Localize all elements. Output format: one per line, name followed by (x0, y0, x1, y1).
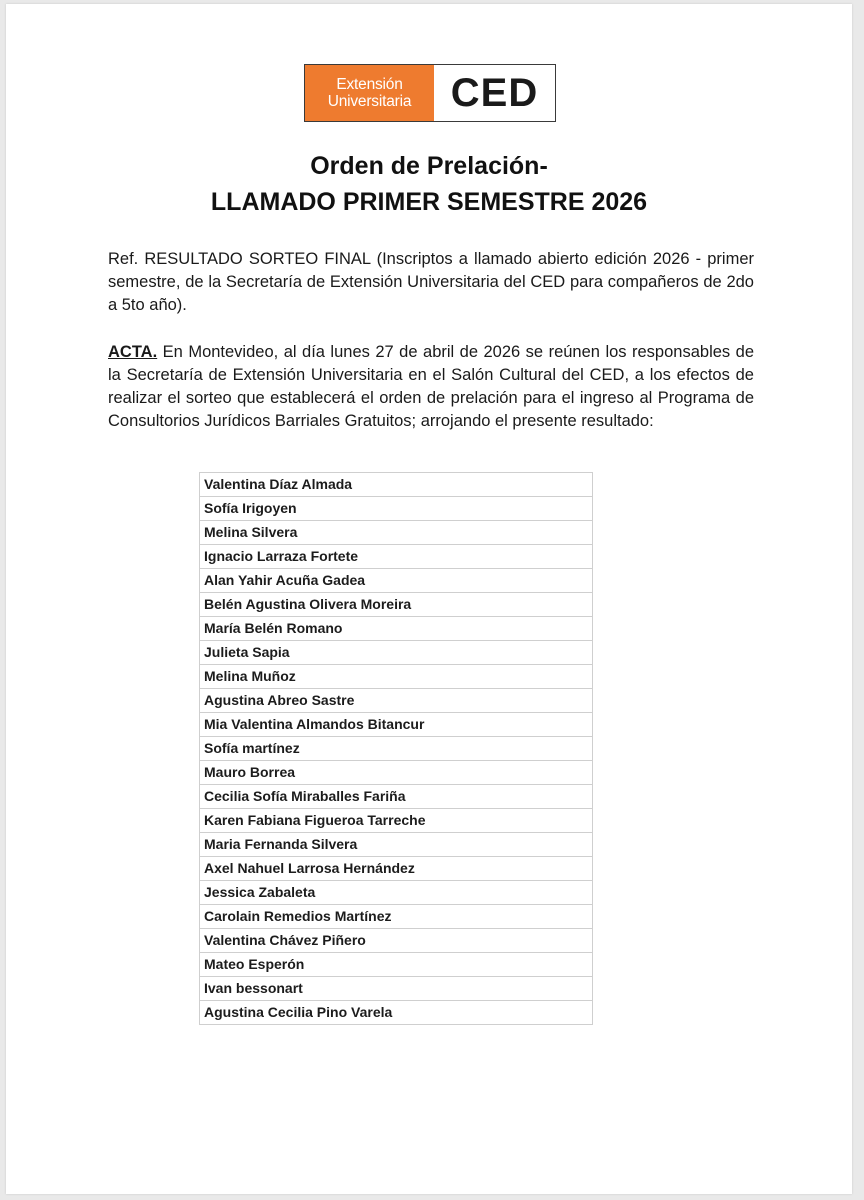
table-row (200, 545, 593, 569)
table-row (200, 761, 593, 785)
name-cell: Cecilia Sofía Miraballes Fariña (200, 785, 593, 809)
name-cell: Axel Nahuel Larrosa Hernández (200, 857, 593, 881)
document-title-line2: LLAMADO PRIMER SEMESTRE 2026 (210, 188, 648, 216)
table-row (200, 641, 593, 665)
table-row (200, 569, 593, 593)
document-page (6, 4, 852, 1194)
table-row (200, 809, 593, 833)
table-row (200, 977, 593, 1001)
name-cell: Ignacio Larraza Fortete (200, 545, 593, 569)
name-cell: Melina Silvera (200, 521, 593, 545)
table-row (200, 857, 593, 881)
name-cell: Alan Yahir Acuña Gadea (200, 569, 593, 593)
table-row (200, 929, 593, 953)
table-row (200, 593, 593, 617)
name-cell: Sofía Irigoyen (200, 497, 593, 521)
name-cell: Jessica Zabaleta (200, 881, 593, 905)
table-row (200, 833, 593, 857)
name-cell: Sofía martínez (200, 737, 593, 761)
acta-paragraph (108, 341, 754, 433)
table-row (200, 953, 593, 977)
name-cell: Mauro Borrea (200, 761, 593, 785)
ref-paragraph: Ref. RESULTADO SORTEO FINAL (Inscriptos a llamado abierto edición 2026 - primer semestre, de la Secretaría de Extensión Universitaria del CED para compañeros de 2do a 5to año). (108, 250, 754, 314)
table-row (200, 881, 593, 905)
acta-text: En Montevideo, al día lunes 27 de abril de 2026 se reúnen los responsables de la Secretaría de Extensión Universitaria en el Salón Cultural del CED, a los efectos de realizar el sorteo que establecerá el orden de prelación para el ingreso al Programa de Consultorios Jurídicos Barriales Gratuitos; arrojando el presente resultado: (108, 343, 754, 430)
table-row (200, 473, 593, 497)
name-cell: Carolain Remedios Martínez (200, 905, 593, 929)
table-row (200, 689, 593, 713)
ced-logo (304, 64, 556, 122)
logo-ced-text: CED (434, 65, 555, 121)
name-cell: Mia Valentina Almandos Bitancur (200, 713, 593, 737)
name-cell: Valentina Chávez Piñero (200, 929, 593, 953)
table-row (200, 617, 593, 641)
name-cell: Agustina Cecilia Pino Varela (200, 1001, 593, 1025)
table-row (200, 521, 593, 545)
name-cell: Karen Fabiana Figueroa Tarreche (200, 809, 593, 833)
name-cell: Julieta Sapia (200, 641, 593, 665)
logo-text-line2: Universitaria (327, 93, 412, 110)
name-cell: Belén Agustina Olivera Moreira (200, 593, 593, 617)
names-table (199, 472, 593, 1025)
table-row (200, 665, 593, 689)
name-cell: Valentina Díaz Almada (200, 473, 593, 497)
acta-label: ACTA. (108, 343, 158, 361)
table-row (200, 713, 593, 737)
logo-extension-block (305, 65, 434, 121)
table-row (200, 905, 593, 929)
name-cell: Melina Muñoz (200, 665, 593, 689)
names-table-body (200, 473, 593, 1025)
table-row (200, 737, 593, 761)
table-row (200, 785, 593, 809)
name-cell: María Belén Romano (200, 617, 593, 641)
name-cell: Ivan bessonart (200, 977, 593, 1001)
document-title-line1: Orden de Prelación- (310, 152, 548, 180)
name-cell: Maria Fernanda Silvera (200, 833, 593, 857)
logo-text-line1: Extensión (336, 76, 403, 93)
table-row (200, 1001, 593, 1025)
name-cell: Agustina Abreo Sastre (200, 689, 593, 713)
name-cell: Mateo Esperón (200, 953, 593, 977)
table-row (200, 497, 593, 521)
